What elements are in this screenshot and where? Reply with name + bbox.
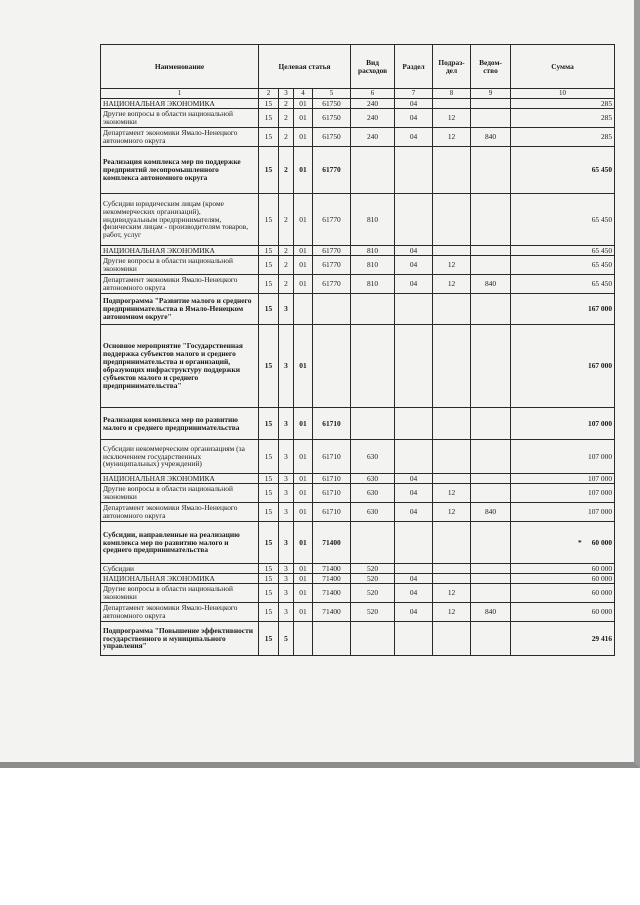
cell-c9: 840	[471, 503, 511, 522]
cell-c2: 15	[259, 99, 279, 109]
header-kind: Вид расходов	[351, 45, 395, 89]
cell-c2: 15	[259, 147, 279, 194]
row-name: Департамент экономики Ямало-Ненецкого автономного округа	[101, 503, 259, 522]
table-row	[101, 294, 615, 325]
cell-c3: 2	[279, 246, 294, 256]
cell-c6	[351, 622, 395, 656]
cell-c9	[471, 109, 511, 128]
cell-sum: 29 416	[511, 622, 615, 656]
cell-c2: 15	[259, 408, 279, 440]
cell-c2: 15	[259, 603, 279, 622]
cell-c9	[471, 622, 511, 656]
cell-sum: 167 000	[511, 325, 615, 408]
cell-c4: 01	[294, 147, 313, 194]
cell-c3: 3	[279, 503, 294, 522]
table-row	[101, 522, 615, 564]
cell-c3: 3	[279, 574, 294, 584]
cell-c6	[351, 325, 395, 408]
cell-c8	[433, 474, 471, 484]
cell-c2: 15	[259, 294, 279, 325]
row-name: Департамент экономики Ямало-Ненецкого автономного округа	[101, 275, 259, 294]
cell-c2: 15	[259, 275, 279, 294]
cell-c3: 2	[279, 275, 294, 294]
row-name: Департамент экономики Ямало-Ненецкого автономного округа	[101, 603, 259, 622]
header-dept: Ведом-ство	[471, 45, 511, 89]
cell-c9	[471, 294, 511, 325]
cell-c5: 71400	[313, 584, 351, 603]
col-number: 3	[279, 89, 294, 99]
table-row	[101, 194, 615, 246]
cell-sum: 65 450	[511, 246, 615, 256]
cell-c5: 61770	[313, 275, 351, 294]
cell-c6: 240	[351, 99, 395, 109]
col-number: 4	[294, 89, 313, 99]
cell-c9	[471, 584, 511, 603]
cell-c7: 04	[395, 484, 433, 503]
row-name: Субсидии некоммерческим организациям (за исключением государственных (муниципальных) учреждений)	[101, 440, 259, 474]
header-subsection: Подраз-дел	[433, 45, 471, 89]
cell-c3: 2	[279, 109, 294, 128]
cell-c8	[433, 294, 471, 325]
table-row	[101, 256, 615, 275]
cell-c6	[351, 294, 395, 325]
table-row	[101, 109, 615, 128]
cell-sum: 65 450	[511, 256, 615, 275]
cell-c3: 3	[279, 564, 294, 574]
cell-c6	[351, 522, 395, 564]
cell-c5: 61770	[313, 194, 351, 246]
cell-sum: 285	[511, 109, 615, 128]
cell-c7	[395, 325, 433, 408]
cell-c5: 71400	[313, 574, 351, 584]
cell-c9: 840	[471, 128, 511, 147]
cell-sum: 60 000	[511, 574, 615, 584]
table-row	[101, 147, 615, 194]
cell-c5: 61750	[313, 128, 351, 147]
cell-c5: 61710	[313, 484, 351, 503]
cell-c4: 01	[294, 564, 313, 574]
cell-sum: 285	[511, 128, 615, 147]
row-name: Субсидии, направленные на реализацию комплекса мер по развитию малого и среднего предпринимательства	[101, 522, 259, 564]
table-row	[101, 622, 615, 656]
cell-c4: 01	[294, 408, 313, 440]
table-row	[101, 325, 615, 408]
cell-c6: 630	[351, 484, 395, 503]
cell-c2: 15	[259, 484, 279, 503]
table-row	[101, 408, 615, 440]
cell-sum: 107 000	[511, 440, 615, 474]
cell-sum	[511, 522, 615, 564]
row-name: НАЦИОНАЛЬНАЯ ЭКОНОМИКА	[101, 474, 259, 484]
cell-c2: 15	[259, 440, 279, 474]
cell-c8: 12	[433, 275, 471, 294]
table-row	[101, 275, 615, 294]
cell-c4: 01	[294, 246, 313, 256]
cell-c2: 15	[259, 128, 279, 147]
table-row	[101, 574, 615, 584]
cell-c9	[471, 408, 511, 440]
cell-c2: 15	[259, 622, 279, 656]
cell-c6: 520	[351, 603, 395, 622]
row-name: Подпрограмма "Развитие малого и среднего предпринимательства в Ямало-Ненецком автономном округе"	[101, 294, 259, 325]
cell-c3: 2	[279, 147, 294, 194]
row-name: Другие вопросы в области национальной экономики	[101, 484, 259, 503]
cell-c7: 04	[395, 603, 433, 622]
col-number: 9	[471, 89, 511, 99]
budget-table-sheet	[100, 44, 614, 656]
cell-c6: 520	[351, 574, 395, 584]
cell-c4: 01	[294, 99, 313, 109]
cell-c3: 3	[279, 294, 294, 325]
header-name: Наименование	[101, 45, 259, 89]
cell-c8: 12	[433, 128, 471, 147]
header-sum: Сумма	[511, 45, 615, 89]
cell-c4: 01	[294, 522, 313, 564]
cell-c8: 12	[433, 584, 471, 603]
cell-c3: 3	[279, 325, 294, 408]
row-name: Основное мероприятие "Государственная поддержка субъектов малого и среднего предпринимательства и организаций, образующих инфраструктуру поддержки субъектов малого и среднего предпринимательства"	[101, 325, 259, 408]
cell-c9	[471, 522, 511, 564]
table-row	[101, 564, 615, 574]
cell-c7: 04	[395, 584, 433, 603]
cell-c7: 04	[395, 256, 433, 275]
cell-c5: 71400	[313, 522, 351, 564]
cell-c8	[433, 440, 471, 474]
cell-c7: 04	[395, 128, 433, 147]
cell-c3: 3	[279, 440, 294, 474]
cell-c8	[433, 246, 471, 256]
cell-c9	[471, 246, 511, 256]
cell-c6: 810	[351, 256, 395, 275]
cell-c4: 01	[294, 440, 313, 474]
stray-mark: *	[578, 537, 582, 547]
col-number: 8	[433, 89, 471, 99]
cell-c7	[395, 194, 433, 246]
cell-c4: 01	[294, 584, 313, 603]
cell-c9	[471, 474, 511, 484]
cell-c6: 520	[351, 564, 395, 574]
cell-c2: 15	[259, 325, 279, 408]
cell-c4	[294, 294, 313, 325]
row-name: НАЦИОНАЛЬНАЯ ЭКОНОМИКА	[101, 99, 259, 109]
cell-sum: 65 450	[511, 275, 615, 294]
cell-sum: 107 000	[511, 484, 615, 503]
cell-c8	[433, 564, 471, 574]
cell-c8	[433, 325, 471, 408]
cell-c4: 01	[294, 474, 313, 484]
cell-c8	[433, 622, 471, 656]
cell-c8: 12	[433, 484, 471, 503]
cell-c4: 01	[294, 325, 313, 408]
cell-c2: 15	[259, 246, 279, 256]
cell-c8: 12	[433, 109, 471, 128]
cell-c9	[471, 147, 511, 194]
cell-c3: 3	[279, 603, 294, 622]
row-name: Подпрограмма "Повышение эффективности государственного и муниципального управления"	[101, 622, 259, 656]
cell-c5	[313, 622, 351, 656]
cell-c5	[313, 325, 351, 408]
cell-sum: 65 450	[511, 194, 615, 246]
cell-c3: 2	[279, 128, 294, 147]
cell-c6: 810	[351, 246, 395, 256]
cell-c7: 04	[395, 503, 433, 522]
cell-c3: 3	[279, 584, 294, 603]
cell-c9	[471, 256, 511, 275]
cell-c6: 240	[351, 109, 395, 128]
cell-c7: 04	[395, 474, 433, 484]
cell-c6: 520	[351, 584, 395, 603]
cell-c2: 15	[259, 256, 279, 275]
cell-sum: 107 000	[511, 503, 615, 522]
cell-c4: 01	[294, 275, 313, 294]
cell-c4	[294, 622, 313, 656]
cell-c4: 01	[294, 109, 313, 128]
cell-c2: 15	[259, 503, 279, 522]
cell-c3: 2	[279, 194, 294, 246]
cell-c2: 15	[259, 574, 279, 584]
cell-c5: 61710	[313, 474, 351, 484]
table-row	[101, 440, 615, 474]
cell-c5: 71400	[313, 564, 351, 574]
cell-c6	[351, 147, 395, 194]
cell-c7: 04	[395, 574, 433, 584]
table-row	[101, 603, 615, 622]
cell-c7: 04	[395, 275, 433, 294]
row-name: Другие вопросы в области национальной экономики	[101, 256, 259, 275]
cell-c5: 61770	[313, 256, 351, 275]
cell-c6	[351, 408, 395, 440]
cell-c8	[433, 147, 471, 194]
cell-c6: 630	[351, 474, 395, 484]
table-row	[101, 128, 615, 147]
cell-sum: 60 000	[511, 564, 615, 574]
cell-c5: 61770	[313, 147, 351, 194]
cell-c2: 15	[259, 564, 279, 574]
cell-c9: 840	[471, 603, 511, 622]
cell-c5: 71400	[313, 603, 351, 622]
row-name: Субсидии	[101, 564, 259, 574]
cell-c9	[471, 440, 511, 474]
cell-c7	[395, 408, 433, 440]
budget-table	[100, 44, 615, 656]
cell-c7	[395, 440, 433, 474]
cell-sum: 285	[511, 99, 615, 109]
cell-sum: 60 000	[511, 603, 615, 622]
cell-sum: 107 000	[511, 408, 615, 440]
row-name: Другие вопросы в области национальной экономики	[101, 109, 259, 128]
cell-c9	[471, 194, 511, 246]
col-number: 7	[395, 89, 433, 99]
cell-c2: 15	[259, 584, 279, 603]
cell-c2: 15	[259, 522, 279, 564]
cell-c7	[395, 522, 433, 564]
row-name: НАЦИОНАЛЬНАЯ ЭКОНОМИКА	[101, 574, 259, 584]
col-number: 6	[351, 89, 395, 99]
cell-c7: 04	[395, 109, 433, 128]
col-number: 10	[511, 89, 615, 99]
table-row	[101, 484, 615, 503]
row-name: Другие вопросы в области национальной экономики	[101, 584, 259, 603]
cell-c9	[471, 574, 511, 584]
row-name: Субсидии юридическим лицам (кроме некоммерческих организаций), индивидуальным предпринимателям, физическим лицам - производителям товаров, работ, услуг	[101, 194, 259, 246]
cell-c5: 61750	[313, 109, 351, 128]
cell-c9	[471, 484, 511, 503]
cell-c8	[433, 194, 471, 246]
table-body	[101, 99, 615, 656]
cell-c7	[395, 294, 433, 325]
col-number: 5	[313, 89, 351, 99]
cell-c3: 3	[279, 484, 294, 503]
cell-c3: 5	[279, 622, 294, 656]
cell-c3: 3	[279, 408, 294, 440]
cell-c8	[433, 522, 471, 564]
cell-c6: 630	[351, 503, 395, 522]
cell-c4: 01	[294, 603, 313, 622]
cell-c8: 12	[433, 503, 471, 522]
cell-c8	[433, 574, 471, 584]
cell-c8	[433, 408, 471, 440]
cell-c7	[395, 564, 433, 574]
cell-c5: 61750	[313, 99, 351, 109]
cell-c3: 3	[279, 474, 294, 484]
table-row	[101, 503, 615, 522]
cell-sum: 107 000	[511, 474, 615, 484]
row-name: Реализация комплекса мер по развитию малого и среднего предпринимательства	[101, 408, 259, 440]
cell-c7: 04	[395, 99, 433, 109]
row-name: НАЦИОНАЛЬНАЯ ЭКОНОМИКА	[101, 246, 259, 256]
cell-c2: 15	[259, 474, 279, 484]
cell-c5	[313, 294, 351, 325]
cell-c2: 15	[259, 109, 279, 128]
cell-sum: 65 450	[511, 147, 615, 194]
column-numbers-row	[101, 89, 615, 99]
cell-c3: 2	[279, 99, 294, 109]
cell-c9	[471, 325, 511, 408]
col-number: 2	[259, 89, 279, 99]
cell-c8	[433, 99, 471, 109]
cell-c5: 61710	[313, 503, 351, 522]
cell-c6: 810	[351, 194, 395, 246]
cell-c6: 810	[351, 275, 395, 294]
table-row	[101, 99, 615, 109]
table-row	[101, 246, 615, 256]
cell-sum-value: 60 000	[591, 537, 613, 547]
cell-c5: 61770	[313, 246, 351, 256]
table-row	[101, 584, 615, 603]
cell-c4: 01	[294, 194, 313, 246]
cell-c7	[395, 622, 433, 656]
cell-c4: 01	[294, 128, 313, 147]
header-section: Раздел	[395, 45, 433, 89]
cell-c3: 3	[279, 522, 294, 564]
cell-sum: 60 000	[511, 584, 615, 603]
cell-c2: 15	[259, 194, 279, 246]
header-row	[101, 45, 615, 89]
cell-c9	[471, 99, 511, 109]
cell-c4: 01	[294, 503, 313, 522]
cell-c5: 61710	[313, 408, 351, 440]
cell-c8: 12	[433, 603, 471, 622]
row-name: Реализация комплекса мер по поддержке предприятий лесопромышленного комплекса автономного округа	[101, 147, 259, 194]
cell-c6: 630	[351, 440, 395, 474]
table-row	[101, 474, 615, 484]
col-number: 1	[101, 89, 259, 99]
cell-c9: 840	[471, 275, 511, 294]
cell-c9	[471, 564, 511, 574]
cell-sum: 167 000	[511, 294, 615, 325]
cell-c7: 04	[395, 246, 433, 256]
row-name: Департамент экономики Ямало-Ненецкого автономного округа	[101, 128, 259, 147]
cell-c7	[395, 147, 433, 194]
cell-c4: 01	[294, 256, 313, 275]
cell-c5: 61710	[313, 440, 351, 474]
cell-c4: 01	[294, 484, 313, 503]
cell-c3: 2	[279, 256, 294, 275]
header-target: Целевая статья	[259, 45, 351, 89]
cell-c6: 240	[351, 128, 395, 147]
cell-c4: 01	[294, 574, 313, 584]
cell-c8: 12	[433, 256, 471, 275]
